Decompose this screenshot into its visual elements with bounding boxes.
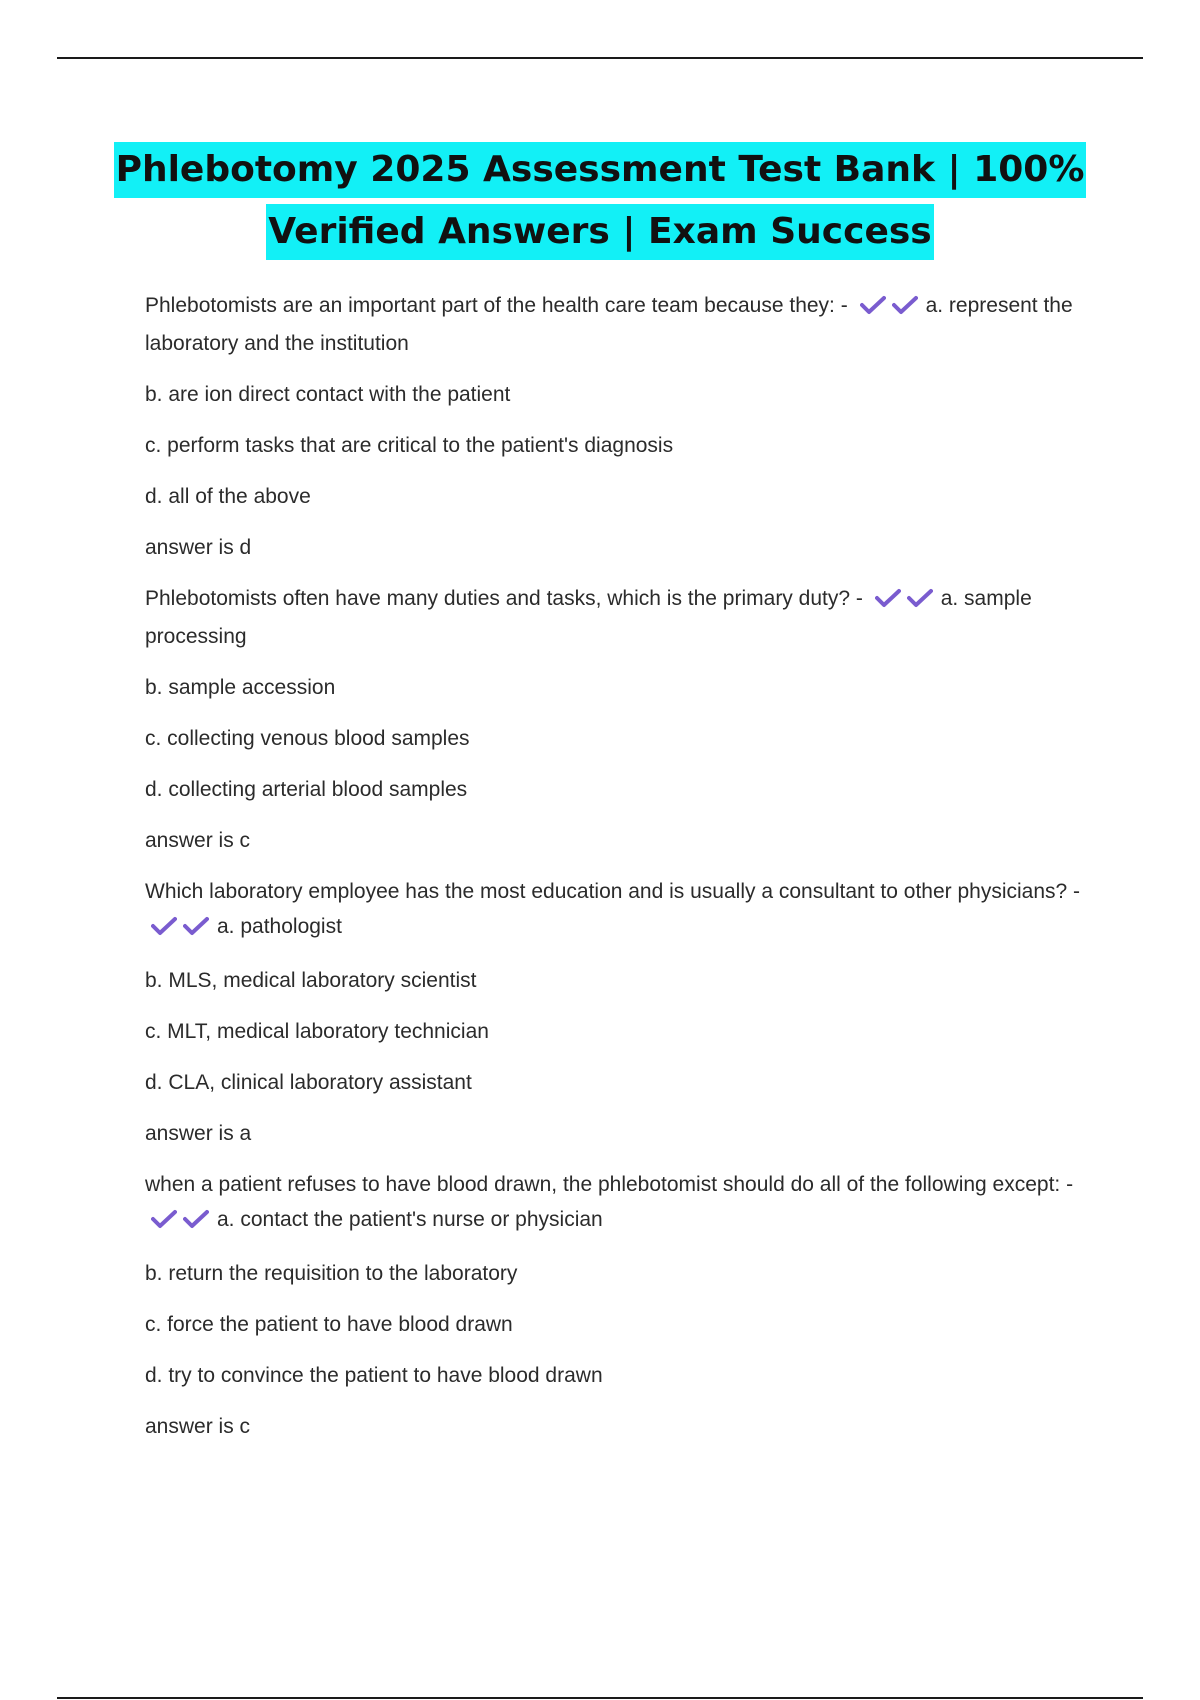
- check-icon: [183, 1209, 209, 1229]
- option-b: b. sample accession: [145, 676, 336, 699]
- answer-line: answer is a: [145, 1122, 252, 1145]
- question-list: [145, 288, 1090, 1460]
- check-icon: [907, 588, 933, 608]
- question-block: [145, 288, 1090, 565]
- option-a: a. pathologist: [217, 915, 342, 938]
- option-c: c. MLT, medical laboratory technician: [145, 1020, 489, 1043]
- title-line-2: Verified Answers | Exam Success: [266, 204, 933, 260]
- check-icon: [151, 1209, 177, 1229]
- question-text: Which laboratory employee has the most education and is usually a consultant to other physicians? -: [145, 880, 1081, 903]
- option-d: d. try to convince the patient to have blood drawn: [145, 1364, 603, 1387]
- option-b: b. are ion direct contact with the patient: [145, 383, 511, 406]
- option-a: a. contact the patient's nurse or physician: [217, 1208, 603, 1231]
- option-c: c. collecting venous blood samples: [145, 727, 470, 750]
- title-line-1: Phlebotomy 2025 Assessment Test Bank | 100%: [114, 142, 1087, 198]
- check-icon: [183, 916, 209, 936]
- bottom-rule: [57, 1697, 1143, 1699]
- question-text: Phlebotomists are an important part of the health care team because they: -: [145, 294, 848, 317]
- top-rule: [57, 57, 1143, 59]
- question-stem: [145, 581, 1090, 654]
- option-a: a. represent the laboratory and the institution: [145, 294, 1073, 355]
- check-icon: [860, 295, 886, 315]
- option-c: c. force the patient to have blood drawn: [145, 1313, 513, 1336]
- question-stem: [145, 874, 1090, 947]
- question-block: [145, 874, 1090, 1151]
- verified-checks: [151, 912, 215, 947]
- check-icon: [892, 295, 918, 315]
- answer-line: answer is d: [145, 536, 252, 559]
- option-d: d. all of the above: [145, 485, 311, 508]
- check-icon: [151, 916, 177, 936]
- page-title: [100, 142, 1100, 266]
- option-b: b. return the requisition to the laboratory: [145, 1262, 518, 1285]
- question-text: Phlebotomists often have many duties and tasks, which is the primary duty? -: [145, 587, 863, 610]
- option-a: a. sample processing: [145, 587, 1032, 648]
- answer-line: answer is c: [145, 829, 251, 852]
- verified-checks: [151, 1205, 215, 1240]
- option-d: d. CLA, clinical laboratory assistant: [145, 1071, 472, 1094]
- verified-checks: [860, 291, 924, 326]
- question-text: when a patient refuses to have blood drawn, the phlebotomist should do all of the following except: -: [145, 1173, 1074, 1196]
- question-stem: [145, 288, 1090, 361]
- question-block: [145, 1167, 1090, 1444]
- option-b: b. MLS, medical laboratory scientist: [145, 969, 477, 992]
- answer-line: answer is c: [145, 1415, 251, 1438]
- check-icon: [875, 588, 901, 608]
- option-d: d. collecting arterial blood samples: [145, 778, 468, 801]
- verified-checks: [875, 584, 939, 619]
- question-stem: [145, 1167, 1090, 1240]
- question-block: [145, 581, 1090, 858]
- option-c: c. perform tasks that are critical to the patient's diagnosis: [145, 434, 674, 457]
